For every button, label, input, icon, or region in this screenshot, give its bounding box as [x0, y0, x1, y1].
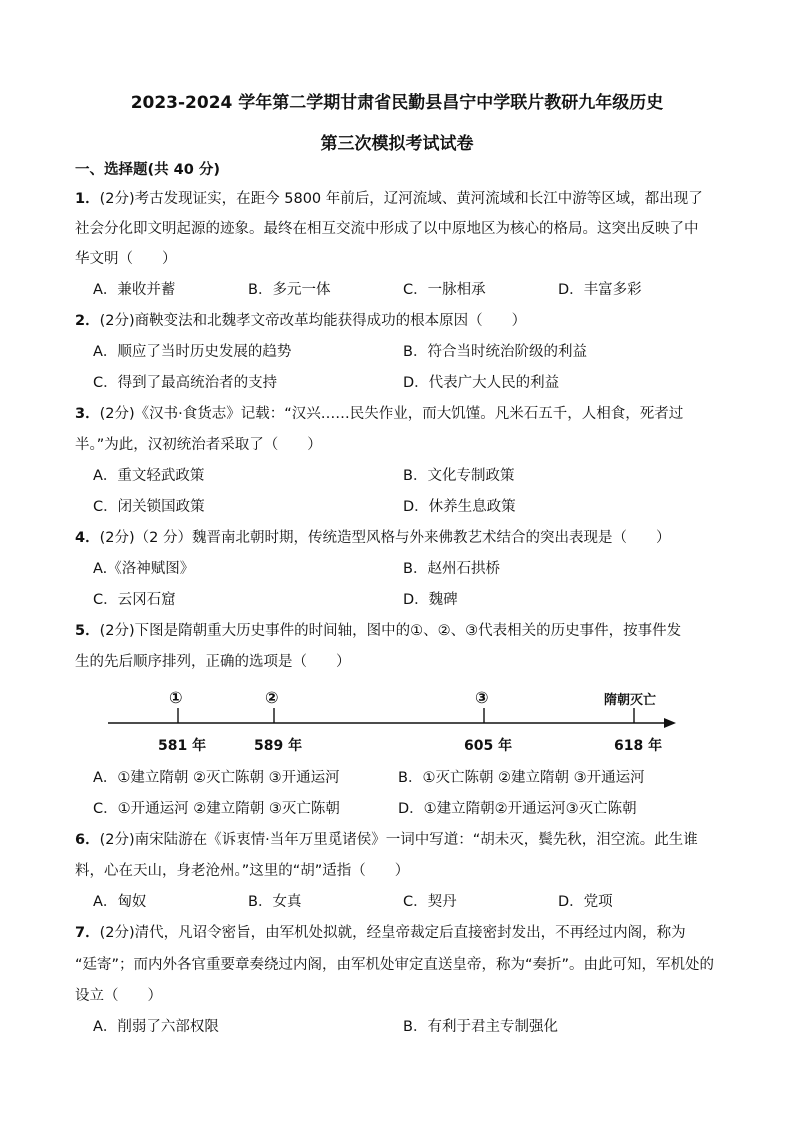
q1-option-b: B．多元一体: [248, 282, 331, 298]
q5-option-a: A．①建立隋朝 ②灭亡陈朝 ③开通运河: [93, 770, 340, 786]
q6-option-d: D．党项: [558, 894, 613, 910]
q2-option-c: C．得到了最高统治者的支持: [93, 375, 278, 391]
q3-option-b: B．文化专制政策: [403, 468, 515, 484]
q6-option-a: A．匈奴: [93, 894, 147, 910]
section-heading: 一、选择题(共 40 分): [75, 162, 221, 178]
timeline-marker-2: ②: [265, 688, 279, 707]
question-5-line-1: 5．(2分)下图是隋朝重大历史事件的时间轴，图中的①、②、③代表相关的历史事件，按事件发: [75, 623, 682, 639]
question-2-line-1: 2．(2分)商鞅变法和北魏孝文帝改革均能获得成功的根本原因（ ）: [75, 313, 527, 329]
question-7-line-3: 设立（ ）: [75, 988, 162, 1004]
q4-option-a: A.《洛神赋图》: [93, 561, 195, 577]
q7-option-b: B．有利于君主专制强化: [403, 1019, 558, 1035]
question-1-line-1: 1．(2分)考古发现证实，在距今 5800 年前后，辽河流域、黄河流域和长江中游等区域，都出现了: [75, 191, 703, 207]
question-3-line-2: 半。”为此，汉初统治者采取了（ ）: [75, 437, 322, 453]
q3-option-a: A．重文轻武政策: [93, 468, 205, 484]
timeline-year-589: 589 年: [254, 738, 303, 754]
q5-option-d: D．①建立隋朝②开通运河③灭亡陈朝: [398, 801, 637, 817]
q6-option-b: B．女真: [248, 894, 302, 910]
exam-title-line2: 第三次模拟考试试卷: [320, 134, 474, 154]
timeline-year-605: 605 年: [464, 738, 513, 754]
q2-option-b: B．符合当时统治阶级的利益: [403, 344, 587, 360]
q4-option-c: C．云冈石窟: [93, 592, 176, 608]
q1-option-d: D．丰富多彩: [558, 282, 642, 298]
q2-option-a: A．顺应了当时历史发展的趋势: [93, 344, 292, 360]
timeline-year-618: 618 年: [614, 738, 663, 754]
question-1-line-2: 社会分化即文明起源的迹象。最终在相互交流中形成了以中原地区为核心的格局。这突出反映了中: [75, 221, 699, 237]
question-6-line-1: 6．(2分)南宋陆游在《诉衷情·当年万里觅诸侯》一词中写道：“胡未灭，鬓先秋，泪空流。此生谁: [75, 832, 698, 848]
q1-option-a: A．兼收并蓄: [93, 282, 176, 298]
q2-option-d: D．代表广大人民的利益: [403, 375, 560, 391]
question-7-line-1: 7．(2分)清代，凡诏令密旨，由军机处拟就，经皇帝裁定后直接密封发出，不再经过内阁，称为: [75, 925, 686, 941]
question-6-line-2: 料，心在天山，身老沧州。”这里的“胡”适指（ ）: [75, 863, 410, 879]
timeline-arrowhead: [664, 718, 676, 728]
question-4-line-1: 4．(2分)（2 分）魏晋南北朝时期，传统造型风格与外来佛教艺术结合的突出表现是（ ）: [75, 530, 671, 546]
q5-option-b: B．①灭亡陈朝 ②建立隋朝 ③开通运河: [398, 770, 645, 786]
timeline-marker-1: ①: [169, 688, 183, 707]
question-1-line-3: 华文明（ ）: [75, 251, 177, 267]
q3-option-d: D．休养生息政策: [403, 499, 516, 515]
timeline-year-581: 581 年: [158, 738, 207, 754]
q5-option-c: C．①开通运河 ②建立隋朝 ③灭亡陈朝: [93, 801, 340, 817]
timeline-marker-3: ③: [475, 688, 489, 707]
exam-title-line1: 2023-2024 学年第二学期甘肃省民勤县昌宁中学联片教研九年级历史: [130, 93, 664, 113]
q3-option-c: C．闭关锁国政策: [93, 499, 205, 515]
question-3-line-1: 3．(2分)《汉书·食货志》记载：“汉兴……民失作业，而大饥馑。凡米石五千，人相食，死者过: [75, 406, 684, 422]
q7-option-a: A．削弱了六部权限: [93, 1019, 219, 1035]
question-5-line-2: 生的先后顺序排列，正确的选项是（ ）: [75, 654, 351, 670]
question-7-line-2: “廷寄”；而内外各官重要章奏绕过内阁，由军机处审定直送皇帝，称为“奏折”。由此可知，军机处的: [75, 957, 715, 973]
q4-option-d: D．魏碑: [403, 592, 458, 608]
q6-option-c: C．契丹: [403, 894, 457, 910]
q4-option-b: B．赵州石拱桥: [403, 561, 500, 577]
q1-option-c: C．一脉相承: [403, 282, 486, 298]
timeline-marker-sui-end: 隋朝灭亡: [604, 693, 657, 708]
